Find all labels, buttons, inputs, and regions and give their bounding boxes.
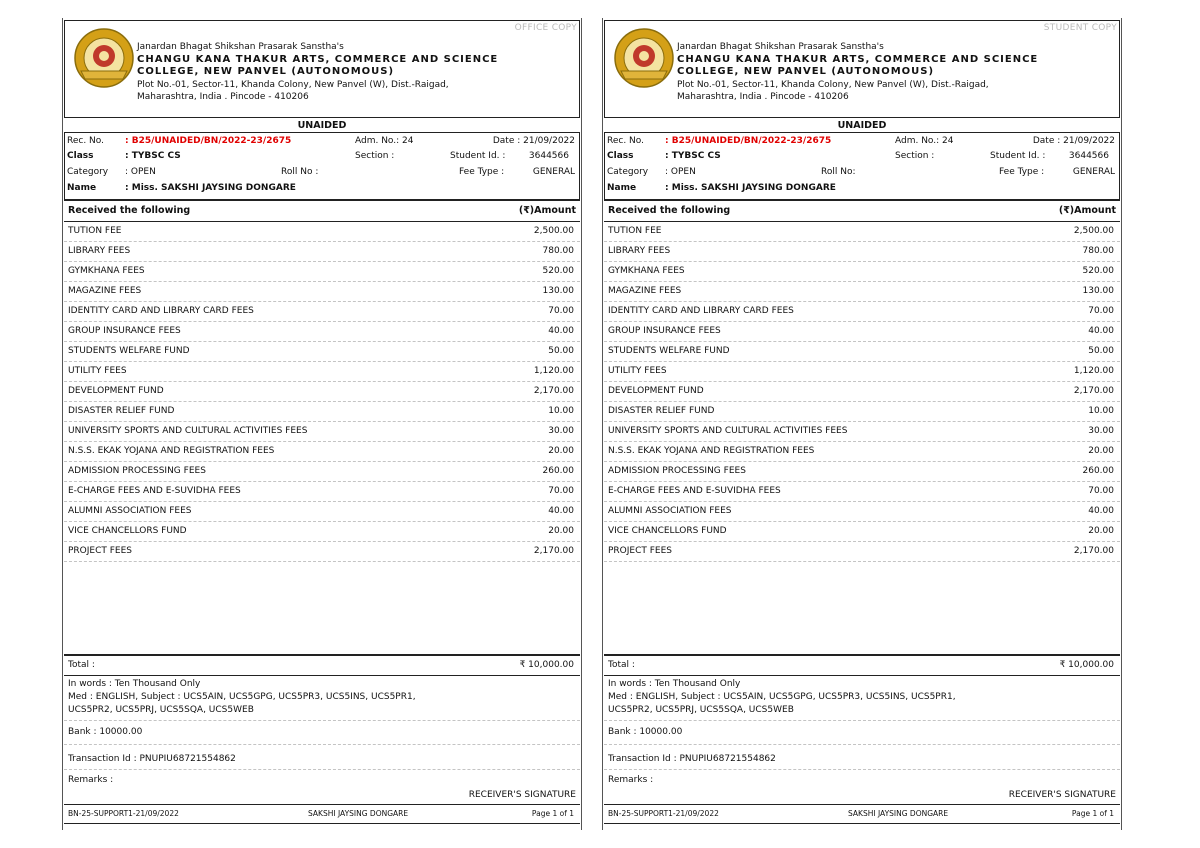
- college-logo: [613, 27, 675, 89]
- fee-row: [64, 482, 580, 502]
- student-info-box: [604, 132, 1120, 200]
- class-value: : TYBSC CS: [125, 151, 181, 161]
- fee-name: STUDENTS WELFARE FUND: [68, 346, 190, 356]
- college-name-2: COLLEGE, NEW PANVEL (AUTONOMOUS): [677, 66, 935, 77]
- fee-name: IDENTITY CARD AND LIBRARY CARD FEES: [608, 306, 794, 316]
- college-address: Plot No.-01, Sector-11, Khanda Colony, New Panvel (W), Dist.-Raigad,: [137, 79, 449, 90]
- fee-amount: 30.00: [1088, 426, 1114, 436]
- fee-row: [604, 502, 1120, 522]
- fee-name: GYMKHANA FEES: [68, 266, 145, 276]
- fee-amount: 260.00: [542, 466, 574, 476]
- fee-row: [64, 422, 580, 442]
- category-value: : OPEN: [125, 167, 156, 177]
- fee-row: [64, 522, 580, 542]
- student-id-label: Student Id. :: [450, 151, 506, 161]
- footer-ref: BN-25-SUPPORT1-21/09/2022: [68, 809, 179, 818]
- adm-no: Adm. No.: 24: [355, 136, 414, 146]
- fee-amount: 2,500.00: [533, 226, 574, 236]
- fee-amount: 40.00: [1088, 506, 1114, 516]
- fee-row: [604, 402, 1120, 422]
- fee-name: MAGAZINE FEES: [68, 286, 142, 296]
- fee-row: [64, 322, 580, 342]
- roll-no-label: Roll No :: [281, 167, 319, 177]
- fee-amount: 130.00: [1082, 286, 1114, 296]
- fee-row: [64, 402, 580, 422]
- fee-name: DEVELOPMENT FUND: [68, 386, 164, 396]
- student-copy-receipt: [602, 18, 1122, 830]
- receiver-signature: RECEIVER'S SIGNATURE: [468, 790, 576, 800]
- copy-label: STUDENT COPY: [1043, 23, 1117, 33]
- in-words: In words : Ten Thousand Only: [608, 679, 741, 689]
- section-label: Section :: [355, 151, 395, 161]
- college-address-2: Maharashtra, India . Pincode - 410206: [677, 92, 849, 102]
- fee-row: [64, 542, 580, 562]
- fee-name: GYMKHANA FEES: [608, 266, 685, 276]
- class-label: Class: [67, 151, 94, 161]
- fee-amount: 70.00: [548, 306, 574, 316]
- receiver-signature: RECEIVER'S SIGNATURE: [1008, 790, 1116, 800]
- page-number: Page 1 of 1: [1071, 809, 1114, 818]
- college-logo: [73, 27, 135, 89]
- footer-ref: BN-25-SUPPORT1-21/09/2022: [608, 809, 719, 818]
- fee-row: [604, 262, 1120, 282]
- fee-name: UTILITY FEES: [608, 366, 667, 376]
- name-label: Name: [607, 183, 637, 193]
- rec-no-value: : B25/UNAIDED/BN/2022-23/2675: [125, 136, 292, 146]
- fee-row: [604, 362, 1120, 382]
- items-header: [604, 200, 1120, 222]
- fee-amount: 2,170.00: [533, 386, 574, 396]
- fee-amount: 2,170.00: [1073, 546, 1114, 556]
- fee-name: E-CHARGE FEES AND E-SUVIDHA FEES: [68, 486, 241, 496]
- fee-amount: 70.00: [548, 486, 574, 496]
- fee-row: [604, 282, 1120, 302]
- office-copy-receipt: [62, 18, 582, 830]
- fee-name: LIBRARY FEES: [608, 246, 671, 256]
- fee-name: DISASTER RELIEF FUND: [608, 406, 715, 416]
- medium-subjects: Med : ENGLISH, Subject : UCS5AIN, UCS5GPG, UCS5PR3, UCS5INS, UCS5PR1,: [68, 692, 416, 702]
- fee-items-list: [64, 222, 580, 562]
- fee-amount: 20.00: [1088, 526, 1114, 536]
- fee-amount: 20.00: [548, 526, 574, 536]
- fee-name: ADMISSION PROCESSING FEES: [608, 466, 746, 476]
- transaction-id: Transaction Id : PNUPIU68721554862: [68, 754, 236, 764]
- fee-name: ALUMNI ASSOCIATION FEES: [68, 506, 192, 516]
- fee-amount: 40.00: [548, 326, 574, 336]
- student-id-label: Student Id. :: [990, 151, 1046, 161]
- fee-items-list: [604, 222, 1120, 562]
- fee-name: UNIVERSITY SPORTS AND CULTURAL ACTIVITIES FEES: [608, 426, 848, 436]
- received-label: Received the following: [68, 205, 191, 216]
- fee-amount: 1,120.00: [1073, 366, 1114, 376]
- receipt-footer: [604, 804, 1120, 824]
- footer-student: SAKSHI JAYSING DONGARE: [848, 809, 949, 818]
- fee-amount: 2,170.00: [533, 546, 574, 556]
- divider: [604, 720, 1120, 721]
- category-title: UNAIDED: [837, 120, 887, 131]
- received-label: Received the following: [608, 205, 731, 216]
- fee-name: PROJECT FEES: [608, 546, 673, 556]
- footer-student: SAKSHI JAYSING DONGARE: [308, 809, 409, 818]
- receipt-header: [64, 20, 580, 118]
- college-name: CHANGU KANA THAKUR ARTS, COMMERCE AND SCIENCE: [677, 53, 1039, 65]
- fee-amount: 40.00: [1088, 326, 1114, 336]
- divider: [604, 769, 1120, 770]
- fee-amount: 10.00: [1088, 406, 1114, 416]
- class-value: : TYBSC CS: [665, 151, 721, 161]
- medium-subjects-2: UCS5PR2, UCS5PRJ, UCS5SQA, UCS5WEB: [68, 705, 254, 715]
- fee-amount: 2,500.00: [1073, 226, 1114, 236]
- fee-name: GROUP INSURANCE FEES: [608, 326, 721, 336]
- category-label: Category: [67, 167, 109, 177]
- fee-row: [604, 482, 1120, 502]
- category-value: : OPEN: [665, 167, 696, 177]
- fee-amount: 780.00: [1082, 246, 1114, 256]
- items-header: [64, 200, 580, 222]
- fee-name: MAGAZINE FEES: [608, 286, 682, 296]
- student-id-value: 3644566: [1068, 151, 1109, 161]
- roll-no-label: Roll No:: [821, 167, 856, 177]
- fee-row: [64, 342, 580, 362]
- fee-row: [604, 542, 1120, 562]
- rec-no-value: : B25/UNAIDED/BN/2022-23/2675: [665, 136, 832, 146]
- fee-amount: 780.00: [542, 246, 574, 256]
- total-value: ₹ 10,000.00: [519, 660, 574, 670]
- remarks: Remarks :: [608, 775, 654, 785]
- fee-type-value: GENERAL: [532, 167, 575, 177]
- fee-name: PROJECT FEES: [68, 546, 133, 556]
- fee-row: [64, 362, 580, 382]
- college-address-2: Maharashtra, India . Pincode - 410206: [137, 92, 309, 102]
- bank-amount: Bank : 10000.00: [68, 727, 143, 737]
- fee-row: [604, 242, 1120, 262]
- fee-name: IDENTITY CARD AND LIBRARY CARD FEES: [68, 306, 254, 316]
- total-row: [64, 654, 580, 676]
- institution-block: [137, 41, 498, 104]
- name-value: : Miss. SAKSHI JAYSING DONGARE: [125, 183, 296, 193]
- fee-name: N.S.S. EKAK YOJANA AND REGISTRATION FEES: [608, 446, 815, 456]
- fee-name: VICE CHANCELLORS FUND: [608, 526, 727, 536]
- name-label: Name: [67, 183, 97, 193]
- medium-subjects-2: UCS5PR2, UCS5PRJ, UCS5SQA, UCS5WEB: [608, 705, 794, 715]
- fee-type-label: Fee Type :: [999, 167, 1045, 177]
- adm-no: Adm. No.: 24: [895, 136, 954, 146]
- fee-row: [64, 302, 580, 322]
- fee-type-value: GENERAL: [1072, 167, 1115, 177]
- fee-name: ALUMNI ASSOCIATION FEES: [608, 506, 732, 516]
- fee-name: UNIVERSITY SPORTS AND CULTURAL ACTIVITIES FEES: [68, 426, 308, 436]
- receipt-footer: [64, 804, 580, 824]
- fee-row: [604, 302, 1120, 322]
- fee-name: DEVELOPMENT FUND: [608, 386, 704, 396]
- right-border: [1121, 18, 1122, 830]
- college-name-2: COLLEGE, NEW PANVEL (AUTONOMOUS): [137, 66, 395, 77]
- total-row: [604, 654, 1120, 676]
- fee-row: [64, 382, 580, 402]
- amount-label: (₹)Amount: [1058, 205, 1116, 216]
- divider: [64, 769, 580, 770]
- fee-name: TUTION FEE: [608, 226, 662, 236]
- fee-row: [604, 442, 1120, 462]
- section-label: Section :: [895, 151, 935, 161]
- fee-row: [64, 242, 580, 262]
- in-words: In words : Ten Thousand Only: [68, 679, 201, 689]
- amount-label: (₹)Amount: [518, 205, 576, 216]
- transaction-id: Transaction Id : PNUPIU68721554862: [608, 754, 776, 764]
- fee-row: [604, 462, 1120, 482]
- fee-amount: 50.00: [548, 346, 574, 356]
- total-label: Total :: [68, 660, 95, 670]
- college-name: CHANGU KANA THAKUR ARTS, COMMERCE AND SCIENCE: [137, 53, 499, 65]
- fee-amount: 520.00: [1082, 266, 1114, 276]
- fee-name: UTILITY FEES: [68, 366, 127, 376]
- fee-row: [64, 282, 580, 302]
- fee-name: E-CHARGE FEES AND E-SUVIDHA FEES: [608, 486, 781, 496]
- trust-name: Janardan Bhagat Shikshan Prasarak Sanstha's: [677, 42, 884, 52]
- fee-name: DISASTER RELIEF FUND: [68, 406, 175, 416]
- category-label: Category: [607, 167, 649, 177]
- fee-amount: 520.00: [542, 266, 574, 276]
- fee-amount: 20.00: [1088, 446, 1114, 456]
- fee-name: STUDENTS WELFARE FUND: [608, 346, 730, 356]
- medium-subjects: Med : ENGLISH, Subject : UCS5AIN, UCS5GPG, UCS5PR3, UCS5INS, UCS5PR1,: [608, 692, 956, 702]
- fee-name: VICE CHANCELLORS FUND: [68, 526, 187, 536]
- name-value: : Miss. SAKSHI JAYSING DONGARE: [665, 183, 836, 193]
- fee-name: ADMISSION PROCESSING FEES: [68, 466, 206, 476]
- fee-row: [604, 382, 1120, 402]
- fee-amount: 260.00: [1082, 466, 1114, 476]
- fee-amount: 50.00: [1088, 346, 1114, 356]
- fee-name: TUTION FEE: [68, 226, 122, 236]
- rec-no-label: Rec. No.: [67, 136, 104, 146]
- fee-amount: 20.00: [548, 446, 574, 456]
- bank-amount: Bank : 10000.00: [608, 727, 683, 737]
- fee-row: [604, 222, 1120, 242]
- divider: [604, 744, 1120, 745]
- page-number: Page 1 of 1: [531, 809, 574, 818]
- college-address: Plot No.-01, Sector-11, Khanda Colony, New Panvel (W), Dist.-Raigad,: [677, 79, 989, 90]
- date: Date : 21/09/2022: [1032, 136, 1115, 146]
- left-border: [62, 18, 63, 830]
- fee-row: [604, 422, 1120, 442]
- student-info-box: [64, 132, 580, 200]
- total-label: Total :: [608, 660, 635, 670]
- class-label: Class: [607, 151, 634, 161]
- fee-row: [64, 462, 580, 482]
- divider: [64, 744, 580, 745]
- remarks: Remarks :: [68, 775, 114, 785]
- fee-name: N.S.S. EKAK YOJANA AND REGISTRATION FEES: [68, 446, 275, 456]
- total-value: ₹ 10,000.00: [1059, 660, 1114, 670]
- fee-type-label: Fee Type :: [459, 167, 505, 177]
- fee-row: [64, 262, 580, 282]
- right-border: [581, 18, 582, 830]
- fee-amount: 40.00: [548, 506, 574, 516]
- left-border: [602, 18, 603, 830]
- fee-amount: 2,170.00: [1073, 386, 1114, 396]
- fee-row: [64, 442, 580, 462]
- fee-row: [604, 322, 1120, 342]
- fee-amount: 130.00: [542, 286, 574, 296]
- fee-row: [64, 222, 580, 242]
- divider: [64, 720, 580, 721]
- fee-amount: 70.00: [1088, 486, 1114, 496]
- copy-label: OFFICE COPY: [514, 23, 577, 33]
- date: Date : 21/09/2022: [492, 136, 575, 146]
- fee-amount: 10.00: [548, 406, 574, 416]
- category-title: UNAIDED: [297, 120, 347, 131]
- fee-amount: 30.00: [548, 426, 574, 436]
- student-id-value: 3644566: [528, 151, 569, 161]
- receipt-header: [604, 20, 1120, 118]
- institution-block: [677, 41, 1038, 104]
- fee-amount: 70.00: [1088, 306, 1114, 316]
- fee-name: LIBRARY FEES: [68, 246, 131, 256]
- fee-row: [64, 502, 580, 522]
- fee-row: [604, 522, 1120, 542]
- rec-no-label: Rec. No.: [607, 136, 644, 146]
- fee-amount: 1,120.00: [533, 366, 574, 376]
- trust-name: Janardan Bhagat Shikshan Prasarak Sanstha's: [137, 42, 344, 52]
- fee-name: GROUP INSURANCE FEES: [68, 326, 181, 336]
- fee-row: [604, 342, 1120, 362]
